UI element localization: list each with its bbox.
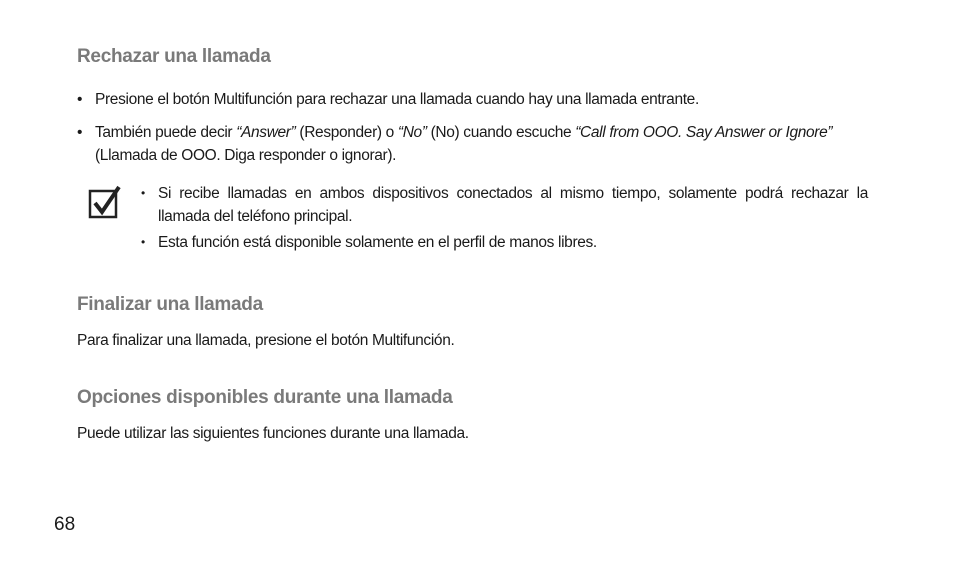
bullet-text: Presione el botón Multifunción para rechazar una llamada cuando hay una llamada entrante. xyxy=(95,91,699,108)
end-call-text: Para finalizar una llamada, presione el botón Multifunción. xyxy=(77,332,455,349)
page-number: 68 xyxy=(54,514,76,535)
note-item xyxy=(141,231,868,254)
voice-prompt-call-from: “Call from OOO. Say Answer or Ignore” xyxy=(575,124,833,141)
bullet-marker: • xyxy=(77,124,83,141)
bullet-text-part: (Responder) o xyxy=(295,124,398,141)
bullet-marker: • xyxy=(141,186,145,200)
checkbox-note-icon xyxy=(88,185,122,219)
reject-call-bullets xyxy=(77,88,877,177)
note-list xyxy=(141,182,868,257)
bullet-text-part: (No) cuando escuche xyxy=(426,124,576,141)
note-item xyxy=(141,182,868,228)
call-options-text: Puede utilizar las siguientes funciones durante una llamada. xyxy=(77,425,469,442)
section-heading-reject-call: Rechazar una llamada xyxy=(77,46,271,67)
section-heading-call-options: Opciones disponibles durante una llamada xyxy=(77,387,453,408)
note-text: Si recibe llamadas en ambos dispositivos conectados al mismo tiempo, solamente podrá rechazar la llamada del teléfono principal. xyxy=(158,185,868,225)
voice-command-no: “No” xyxy=(397,124,427,141)
section-heading-end-call: Finalizar una llamada xyxy=(77,294,263,315)
bullet-text-part: (Llamada de OOO. Diga responder o ignorar). xyxy=(95,147,397,164)
bullet-text-part: También puede decir xyxy=(95,124,237,141)
list-item xyxy=(77,88,877,111)
voice-command-answer: “Answer” xyxy=(236,124,296,141)
bullet-marker: • xyxy=(141,235,145,249)
list-item xyxy=(77,121,877,167)
note-text: Esta función está disponible solamente en el perfil de manos libres. xyxy=(158,234,597,251)
bullet-marker: • xyxy=(77,91,83,108)
